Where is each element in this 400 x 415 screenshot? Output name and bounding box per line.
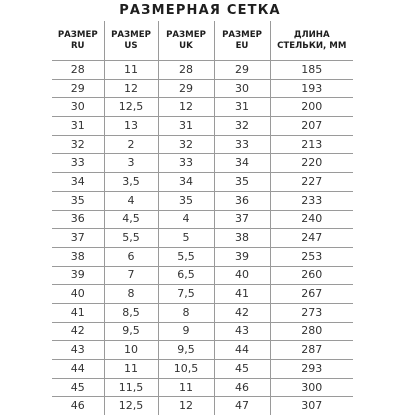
table-row bbox=[52, 61, 353, 80]
cell-insole-mm: 233 bbox=[270, 191, 353, 210]
cell-eu: 31 bbox=[214, 98, 270, 117]
cell-us: 11 bbox=[104, 61, 158, 80]
cell-ru: 37 bbox=[52, 229, 104, 248]
cell-insole-mm: 253 bbox=[270, 247, 353, 266]
header-ru-line2: RU bbox=[52, 41, 104, 52]
cell-insole-mm: 307 bbox=[270, 397, 353, 415]
cell-uk: 31 bbox=[158, 117, 214, 136]
cell-insole-mm: 273 bbox=[270, 303, 353, 322]
cell-ru: 43 bbox=[52, 341, 104, 360]
cell-us: 3 bbox=[104, 154, 158, 173]
cell-insole-mm: 185 bbox=[270, 61, 353, 80]
cell-ru: 38 bbox=[52, 247, 104, 266]
cell-us: 6 bbox=[104, 247, 158, 266]
header-row bbox=[52, 21, 353, 61]
cell-eu: 42 bbox=[214, 303, 270, 322]
header-eu-line2: EU bbox=[215, 41, 270, 52]
cell-uk: 12 bbox=[158, 98, 214, 117]
header-uk-line1: РАЗМЕР bbox=[159, 30, 214, 41]
cell-ru: 29 bbox=[52, 79, 104, 98]
cell-eu: 44 bbox=[214, 341, 270, 360]
cell-ru: 46 bbox=[52, 397, 104, 415]
cell-ru: 41 bbox=[52, 303, 104, 322]
cell-eu: 29 bbox=[214, 61, 270, 80]
cell-ru: 33 bbox=[52, 154, 104, 173]
cell-uk: 8 bbox=[158, 303, 214, 322]
cell-insole-mm: 220 bbox=[270, 154, 353, 173]
table-row bbox=[52, 173, 353, 192]
cell-eu: 34 bbox=[214, 154, 270, 173]
table-row bbox=[52, 191, 353, 210]
table-row bbox=[52, 117, 353, 136]
header-uk-line2: UK bbox=[159, 41, 214, 52]
cell-eu: 38 bbox=[214, 229, 270, 248]
cell-insole-mm: 213 bbox=[270, 135, 353, 154]
cell-eu: 47 bbox=[214, 397, 270, 415]
cell-us: 13 bbox=[104, 117, 158, 136]
cell-uk: 11 bbox=[158, 378, 214, 397]
cell-uk: 29 bbox=[158, 79, 214, 98]
header-insole-line2: СТЕЛЬКИ, ММ bbox=[271, 41, 354, 52]
cell-insole-mm: 300 bbox=[270, 378, 353, 397]
cell-uk: 9,5 bbox=[158, 341, 214, 360]
cell-uk: 34 bbox=[158, 173, 214, 192]
cell-insole-mm: 267 bbox=[270, 285, 353, 304]
table-row bbox=[52, 210, 353, 229]
table-row bbox=[52, 247, 353, 266]
header-insole-line1: ДЛИНА bbox=[271, 30, 354, 41]
cell-eu: 36 bbox=[214, 191, 270, 210]
cell-insole-mm: 287 bbox=[270, 341, 353, 360]
page-title: РАЗМЕРНАЯ СЕТКА bbox=[0, 2, 400, 20]
cell-us: 10 bbox=[104, 341, 158, 360]
table-row bbox=[52, 154, 353, 173]
cell-ru: 39 bbox=[52, 266, 104, 285]
table-row bbox=[52, 79, 353, 98]
cell-uk: 5 bbox=[158, 229, 214, 248]
size-rows bbox=[52, 61, 353, 415]
cell-ru: 36 bbox=[52, 210, 104, 229]
cell-uk: 7,5 bbox=[158, 285, 214, 304]
cell-insole-mm: 200 bbox=[270, 98, 353, 117]
header-us-line1: РАЗМЕР bbox=[105, 30, 158, 41]
cell-ru: 31 bbox=[52, 117, 104, 136]
size-chart-table bbox=[52, 21, 353, 415]
cell-eu: 33 bbox=[214, 135, 270, 154]
cell-ru: 42 bbox=[52, 322, 104, 341]
cell-uk: 4 bbox=[158, 210, 214, 229]
cell-us: 12,5 bbox=[104, 397, 158, 415]
cell-uk: 35 bbox=[158, 191, 214, 210]
cell-eu: 40 bbox=[214, 266, 270, 285]
cell-insole-mm: 207 bbox=[270, 117, 353, 136]
cell-uk: 9 bbox=[158, 322, 214, 341]
cell-eu: 32 bbox=[214, 117, 270, 136]
cell-uk: 33 bbox=[158, 154, 214, 173]
cell-ru: 28 bbox=[52, 61, 104, 80]
table-row bbox=[52, 322, 353, 341]
cell-insole-mm: 247 bbox=[270, 229, 353, 248]
cell-uk: 5,5 bbox=[158, 247, 214, 266]
cell-us: 4,5 bbox=[104, 210, 158, 229]
cell-eu: 46 bbox=[214, 378, 270, 397]
cell-insole-mm: 227 bbox=[270, 173, 353, 192]
header-ru bbox=[52, 21, 104, 61]
cell-insole-mm: 293 bbox=[270, 360, 353, 379]
table-row bbox=[52, 98, 353, 117]
cell-eu: 41 bbox=[214, 285, 270, 304]
table-row bbox=[52, 229, 353, 248]
cell-us: 3,5 bbox=[104, 173, 158, 192]
header-us bbox=[104, 21, 158, 61]
cell-uk: 28 bbox=[158, 61, 214, 80]
cell-eu: 39 bbox=[214, 247, 270, 266]
cell-uk: 32 bbox=[158, 135, 214, 154]
cell-ru: 32 bbox=[52, 135, 104, 154]
cell-ru: 30 bbox=[52, 98, 104, 117]
table-row bbox=[52, 303, 353, 322]
cell-uk: 12 bbox=[158, 397, 214, 415]
cell-eu: 43 bbox=[214, 322, 270, 341]
table-row bbox=[52, 285, 353, 304]
header-uk bbox=[158, 21, 214, 61]
cell-ru: 34 bbox=[52, 173, 104, 192]
cell-eu: 37 bbox=[214, 210, 270, 229]
header-insole-length bbox=[270, 21, 353, 61]
header-us-line2: US bbox=[105, 41, 158, 52]
header-eu bbox=[214, 21, 270, 61]
table-row bbox=[52, 341, 353, 360]
cell-ru: 40 bbox=[52, 285, 104, 304]
cell-us: 7 bbox=[104, 266, 158, 285]
cell-eu: 45 bbox=[214, 360, 270, 379]
cell-us: 4 bbox=[104, 191, 158, 210]
cell-us: 8,5 bbox=[104, 303, 158, 322]
table-row bbox=[52, 378, 353, 397]
cell-eu: 30 bbox=[214, 79, 270, 98]
cell-us: 12,5 bbox=[104, 98, 158, 117]
header-ru-line1: РАЗМЕР bbox=[52, 30, 104, 41]
cell-ru: 35 bbox=[52, 191, 104, 210]
cell-ru: 45 bbox=[52, 378, 104, 397]
cell-eu: 35 bbox=[214, 173, 270, 192]
cell-uk: 6,5 bbox=[158, 266, 214, 285]
cell-insole-mm: 193 bbox=[270, 79, 353, 98]
cell-insole-mm: 280 bbox=[270, 322, 353, 341]
cell-us: 11,5 bbox=[104, 378, 158, 397]
cell-us: 5,5 bbox=[104, 229, 158, 248]
cell-us: 8 bbox=[104, 285, 158, 304]
cell-us: 12 bbox=[104, 79, 158, 98]
cell-insole-mm: 260 bbox=[270, 266, 353, 285]
cell-uk: 10,5 bbox=[158, 360, 214, 379]
cell-us: 2 bbox=[104, 135, 158, 154]
header-eu-line1: РАЗМЕР bbox=[215, 30, 270, 41]
cell-insole-mm: 240 bbox=[270, 210, 353, 229]
cell-ru: 44 bbox=[52, 360, 104, 379]
table-row bbox=[52, 266, 353, 285]
table-row bbox=[52, 360, 353, 379]
cell-us: 9,5 bbox=[104, 322, 158, 341]
cell-us: 11 bbox=[104, 360, 158, 379]
table-row bbox=[52, 135, 353, 154]
